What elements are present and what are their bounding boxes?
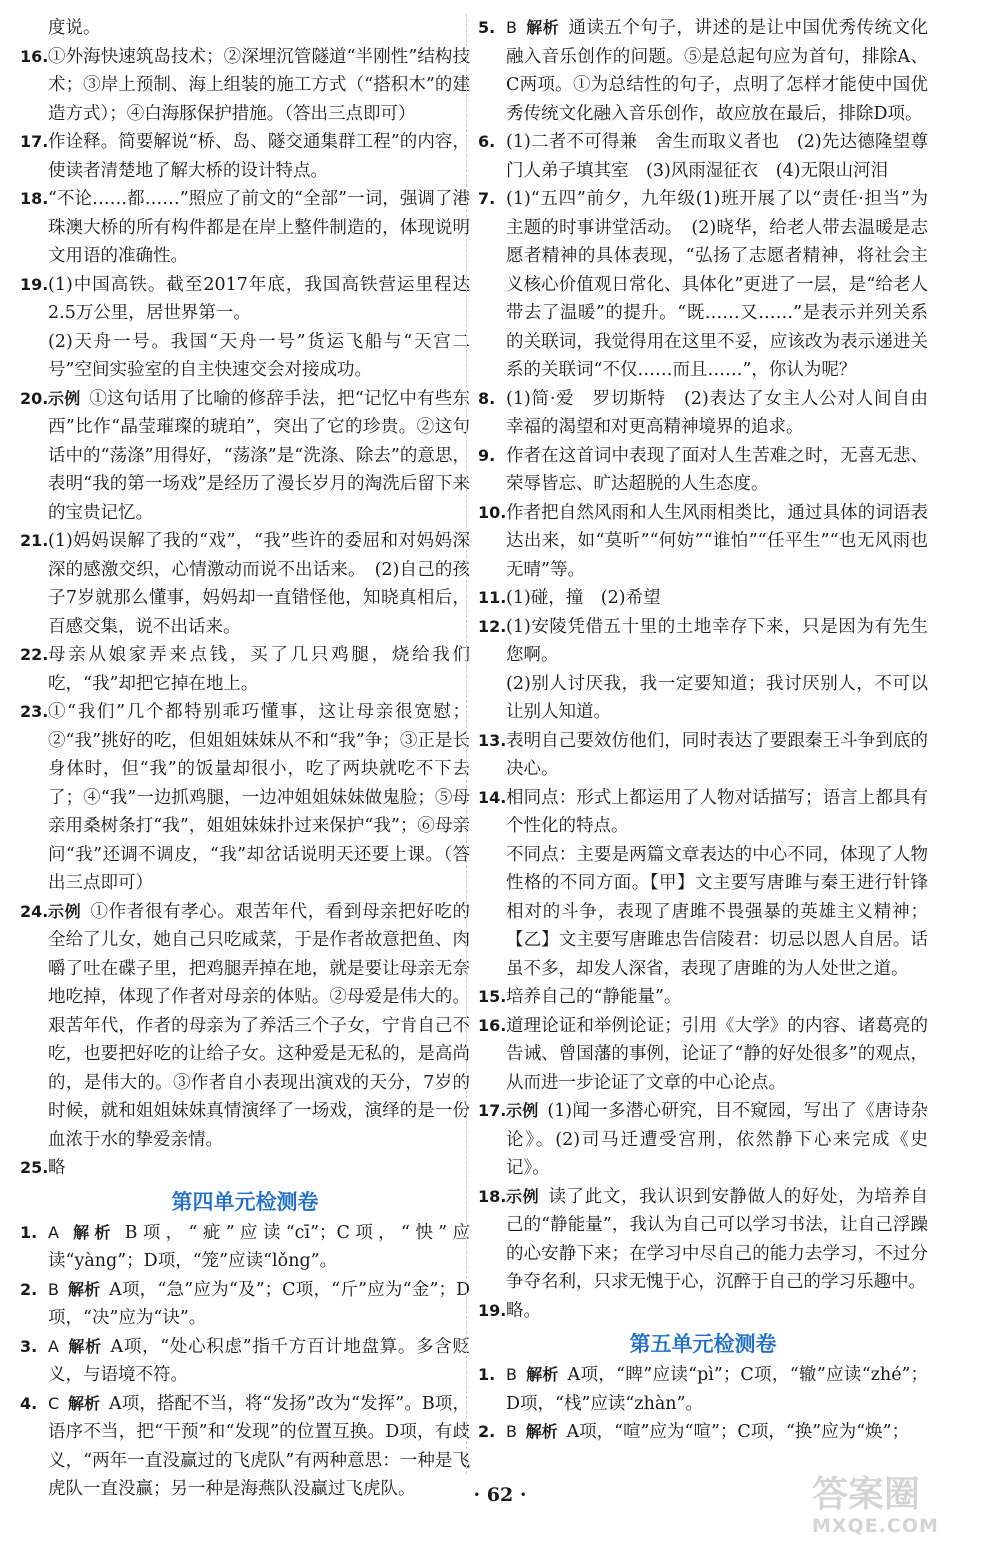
site-watermark (812, 1475, 982, 1545)
answer-item (478, 499, 928, 585)
answer-text: 度说。 (48, 18, 101, 38)
answer-number: 1. (478, 1365, 496, 1384)
answer-text: 表明自己要效仿他们，同时表达了要跟秦王斗争到底的决心。 (506, 730, 928, 779)
answer-text: 读了此文，我认识到安静做人的好处，为培养自己的“静能量”，我认为自己可以学习书法，让自己浮躁的心安静下来；在学习中尽自己的能力去学习，不过分争夺名利，只求无愧于心，沉醉于自己的学习乐趣中。 (506, 1186, 928, 1292)
answer-number: 2. (20, 1279, 38, 1299)
answer-text: 作者在这首词中表现了面对人生苦难之时，无喜无悲、荣辱皆忘、旷达超脱的人生态度。 (506, 445, 928, 494)
answer-item (20, 527, 470, 641)
answer-number: 1. (20, 1222, 38, 1242)
answer-item (20, 1333, 470, 1390)
answer-item (478, 1297, 928, 1326)
answer-item (20, 1219, 470, 1276)
answer-item (478, 784, 928, 841)
answer-item (20, 185, 470, 271)
answer-item (478, 1183, 928, 1297)
answer-item (478, 584, 928, 613)
answer-item (478, 613, 928, 670)
answer-text: (1)碰，撞 (2)希望 (506, 588, 661, 608)
answer-number: 7. (478, 189, 496, 208)
right-column (478, 14, 946, 1447)
answer-text: 道理论证和举例论证；引用《大学》的内容、诸葛亮的告诫、曾国藩的事例，论证了“静的好处很多”的观点，从而进一步论证了文章的中心论点。 (506, 1015, 928, 1093)
answer-text: (1)闻一多潜心研究，目不窥园，写出了《唐诗杂论》。(2)司马迁遭受宫刑，依然静下心来完成《史记》。 (506, 1101, 928, 1178)
answer-text: 作诠释。简要解说“桥、岛、隧交通集群工程”的内容，使读者清楚地了解大桥的设计特点。 (48, 132, 470, 181)
answer-number: 22. (20, 645, 49, 664)
watermark-url: MXQE.COM (812, 1515, 939, 1537)
answer-text: 通读五个句子，讲述的是让中国优秀传统文化融入音乐创作的问题。⑤是总起句应为首句，排除A、C两项。①为总结性的句子，点明了怎样才能使中国优秀传统文化融入音乐创作，故应放在最后，排除D项。 (506, 18, 928, 124)
page-number: · 62 · (473, 1484, 527, 1506)
answer-text: 作者把自然风雨和人生风雨相类比，通过具体的词语表达出来，如“莫听”“何妨”“谁怕”“任平生”“也无风雨也无晴”等。 (506, 502, 928, 580)
answer-number: 14. (478, 787, 507, 807)
answer-text: ①外海快速筑岛技术；②深埋沉管隧道“半刚性”结构技术；③岸上预制、海上组装的施工方式（“搭积木”的建造方式）；④白海豚保护措施。（答出三点即可） (48, 46, 470, 124)
unit4-answer-list (20, 1219, 470, 1504)
answer-number: 25. (20, 1158, 49, 1177)
answer-item (478, 442, 928, 499)
answer-item (478, 841, 928, 984)
answer-item (478, 1418, 928, 1447)
answer-text: (1)二者不可得兼 舍生而取义者也 (2)先达德隆望尊 门人弟子填其室 (3)风雨湿征衣 (4)无限山河泪 (506, 132, 946, 181)
answer-text: A项，搭配不当，将“发扬”改为“发挥”。B项，语序不当，把“干预”和“发现”的位置互换。D项，有歧义，“两年一直没赢过的飞虎队”有两种意思：一种是飞虎队一直没赢；另一种是海燕队没赢过飞虎队。 (48, 1393, 470, 1499)
answer-number: 21. (20, 531, 49, 550)
answer-number: 8. (478, 388, 496, 408)
answer-choice: C (48, 1393, 60, 1413)
section-title-unit5: 第五单元检测卷 (629, 1332, 777, 1356)
left-answer-list (20, 14, 470, 1183)
answer-item (478, 128, 946, 185)
answer-choice: B (48, 1279, 59, 1299)
answer-item (478, 385, 928, 442)
answer-number: 10. (478, 502, 507, 522)
answer-text: (1)“五四”前夕，九年级(1)班开展了以“责任·担当”为主题的时事讲堂活动。 (2)晓华，给老人带去温暖是志愿者精神的具体表现，“弘扬了志愿者精神，将社会主义核心价值观日常化、具体化”更进了一层，是“给老人带去了温暖”的提升。“既……又……”是表示并列关系的关联词，我觉得用在这里不妥，应该改为表示递进关系的关联词“不仅……而且……”，你认为呢？ (506, 189, 928, 380)
answer-item (478, 14, 928, 128)
answer-item (478, 1361, 928, 1418)
answer-choice: A (48, 1222, 59, 1242)
answer-choice: B (506, 18, 517, 37)
answer-text: (2)天舟一号。我国“天舟一号”货运飞船与“天宫二号”空间实验室的自主快速交会对接成功。 (48, 331, 470, 380)
answer-text: (1)简·爱 罗切斯特 (2)表达了女主人公对人间自由幸福的渴望和对更高精神境界的追求。 (506, 388, 928, 437)
answer-item (20, 641, 470, 698)
answer-number: 3. (20, 1336, 38, 1356)
answer-item (20, 14, 470, 43)
answer-text: “不论……都……”照应了前文的“全部”一词，强调了港珠澳大桥的所有构件都是在岸上整件制造的，体现说明文用语的准确性。 (48, 189, 470, 266)
answer-text: 不同点：主要是两篇文章表达的中心不同，体现了人物性格的不同方面。【甲】文主要写唐雎与秦王进行针锋相对的斗争，表现了唐雎不畏强暴的英雄主义精神；【乙】文主要写唐雎忠告信陵君：切忌以恩人自居。话虽不多，却发人深省，表现了唐雎的为人处世之道。 (506, 844, 928, 979)
answer-text: (1)妈妈误解了我的“戏”，“我”些许的委屈和对妈妈深深的感激交织，心情激动而说不出话来。 (2)自己的孩子7岁就那么懂事，妈妈却一直错怪他，知晓真相后，百感交集，说不出话来。 (48, 531, 470, 637)
answer-number: 18. (478, 1186, 507, 1206)
answer-text: A项，“喧”应为“喧”；C项，“换”应为“焕”； (566, 1422, 910, 1442)
answer-number: 19. (20, 274, 49, 294)
answer-item (478, 1012, 928, 1098)
answer-text: A项，“急”应为“及”；C项，“斤”应为“金”；D项，“决”应为“诀”。 (48, 1279, 470, 1328)
analysis-label: 解析 (67, 1222, 116, 1242)
analysis-label: 解析 (525, 18, 560, 37)
answer-number: 5. (478, 18, 496, 37)
answer-item (20, 1276, 470, 1333)
analysis-label: 解析 (67, 1393, 101, 1413)
answer-item (20, 898, 470, 1155)
analysis-label: 解析 (525, 1422, 558, 1441)
answer-number: 11. (478, 588, 507, 607)
right-answer-list (478, 14, 946, 1325)
answer-item (478, 727, 928, 784)
answer-text: (2)别人讨厌我，我一定要知道；我讨厌别人，不可以让别人知道。 (506, 673, 928, 722)
answer-item (20, 1154, 470, 1183)
answer-item (20, 698, 470, 898)
answer-item (478, 983, 928, 1012)
answer-text: ①这句话用了比喻的修辞手法，把“记忆中有些东西”比作“晶莹璀璨的琥珀”，突出了它的珍贵。②这句话中的“荡涤”用得好，“荡涤”是“洗涤、除去”的意思，表明“我的第一场戏”是经历了漫长岁月的淘洗后留下来的宝贵记忆。 (48, 388, 470, 523)
answer-text: 培养自己的“静能量”。 (506, 987, 682, 1007)
answer-number: 6. (478, 132, 496, 151)
answer-item (20, 328, 470, 385)
answer-number: 20. (20, 388, 49, 408)
answer-item (20, 128, 470, 185)
answer-number: 15. (478, 987, 507, 1006)
column-divider (466, 14, 467, 1474)
answer-number: 9. (478, 445, 496, 465)
example-label: 示例 (48, 388, 81, 408)
answer-choice: B (506, 1422, 517, 1441)
example-label: 示例 (506, 1186, 540, 1206)
example-label: 示例 (506, 1101, 539, 1120)
answer-number: 24. (20, 901, 49, 921)
answer-item (478, 185, 928, 385)
answer-text: ①“我们”几个都特别乖巧懂事，这让母亲很宽慰；②“我”挑好的吃，但姐姐妹妹从不和“我”争；③正是长身体时，但“我”的饭量却很小，吃了两块就吃不下去了；④“我”一边抓鸡腿，一边冲姐姐妹妹做鬼脸；⑤母亲用桑树条打“我”，姐姐妹妹扑过来保护“我”；⑥母亲问“我”还调不调皮，“我”却岔话说明天还要上课。（答出三点即可） (48, 702, 470, 893)
answer-item (20, 43, 470, 129)
analysis-label: 解析 (67, 1336, 102, 1356)
answer-number: 17. (478, 1101, 507, 1120)
answer-text: ①作者很有孝心。艰苦年代，看到母亲把好吃的全给了儿女，她自己只吃咸菜，于是作者故意把鱼、肉嚼了吐在碟子里，把鸡腿弄掉在地，就是要让母亲无奈地吃掉，体现了作者对母亲的体贴。②母爱是伟大的。艰苦年代，作者的母亲为了养活三个子女，宁肯自己不吃，也要把好吃的让给子女。这种爱是无私的，是高尚的，是伟大的。③作者自小表现出演戏的天分，7岁的时候，就和姐姐妹妹真情演绎了一场戏，演绎的是一份血浓于水的挚爱亲情。 (48, 901, 470, 1150)
answer-number: 16. (20, 46, 49, 66)
answer-number: 12. (478, 616, 507, 636)
answer-text: 略。 (506, 1300, 541, 1321)
example-label: 示例 (48, 901, 82, 921)
answer-text: A项，“处心积虑”指千方百计地盘算。多含贬义，与语境不符。 (48, 1336, 470, 1385)
answer-item (20, 385, 470, 528)
answer-text: 母亲从娘家弄来点钱，买了几只鸡腿，烧给我们吃，“我”却把它掉在地上。 (48, 645, 470, 694)
answer-number: 23. (20, 702, 49, 721)
analysis-label: 解析 (67, 1279, 101, 1299)
answer-item (478, 1097, 928, 1183)
answer-item (20, 271, 470, 328)
answer-choice: A (48, 1336, 59, 1356)
left-column (20, 14, 470, 1504)
answer-text: B项，“疵”应读“cī”；C项，“怏”应读“yàng”；D项，“笼”应读“lǒng”。 (48, 1222, 470, 1271)
answer-text: (1)中国高铁。截至2017年底，我国高铁营运里程达2.5万公里，居世界第一。 (48, 274, 470, 323)
answer-number: 18. (20, 189, 49, 208)
answer-number: 2. (478, 1422, 496, 1441)
answer-number: 17. (20, 132, 49, 151)
answer-text: A项，“睥”应读“pì”；C项，“辙”应读“zhé”；D项，“栈”应读“zhàn”。 (506, 1365, 928, 1414)
answer-number: 4. (20, 1393, 38, 1413)
watermark-logo-text: 答案圈 (812, 1474, 921, 1515)
answer-number: 19. (478, 1300, 507, 1320)
answer-number: 13. (478, 730, 507, 750)
unit5-answer-list (478, 1361, 928, 1447)
answer-text: 相同点：形式上都运用了人物对话描写；语言上都具有个性化的特点。 (506, 787, 928, 836)
answer-text: 略 (48, 1158, 66, 1178)
answer-choice: B (506, 1365, 517, 1384)
answer-item (478, 670, 928, 727)
answer-text: (1)安陵凭借五十里的土地幸存下来，只是因为有先生您啊。 (506, 616, 928, 665)
section-title-unit4: 第四单元检测卷 (171, 1189, 319, 1214)
answer-number: 16. (478, 1015, 507, 1035)
analysis-label: 解析 (525, 1365, 559, 1384)
